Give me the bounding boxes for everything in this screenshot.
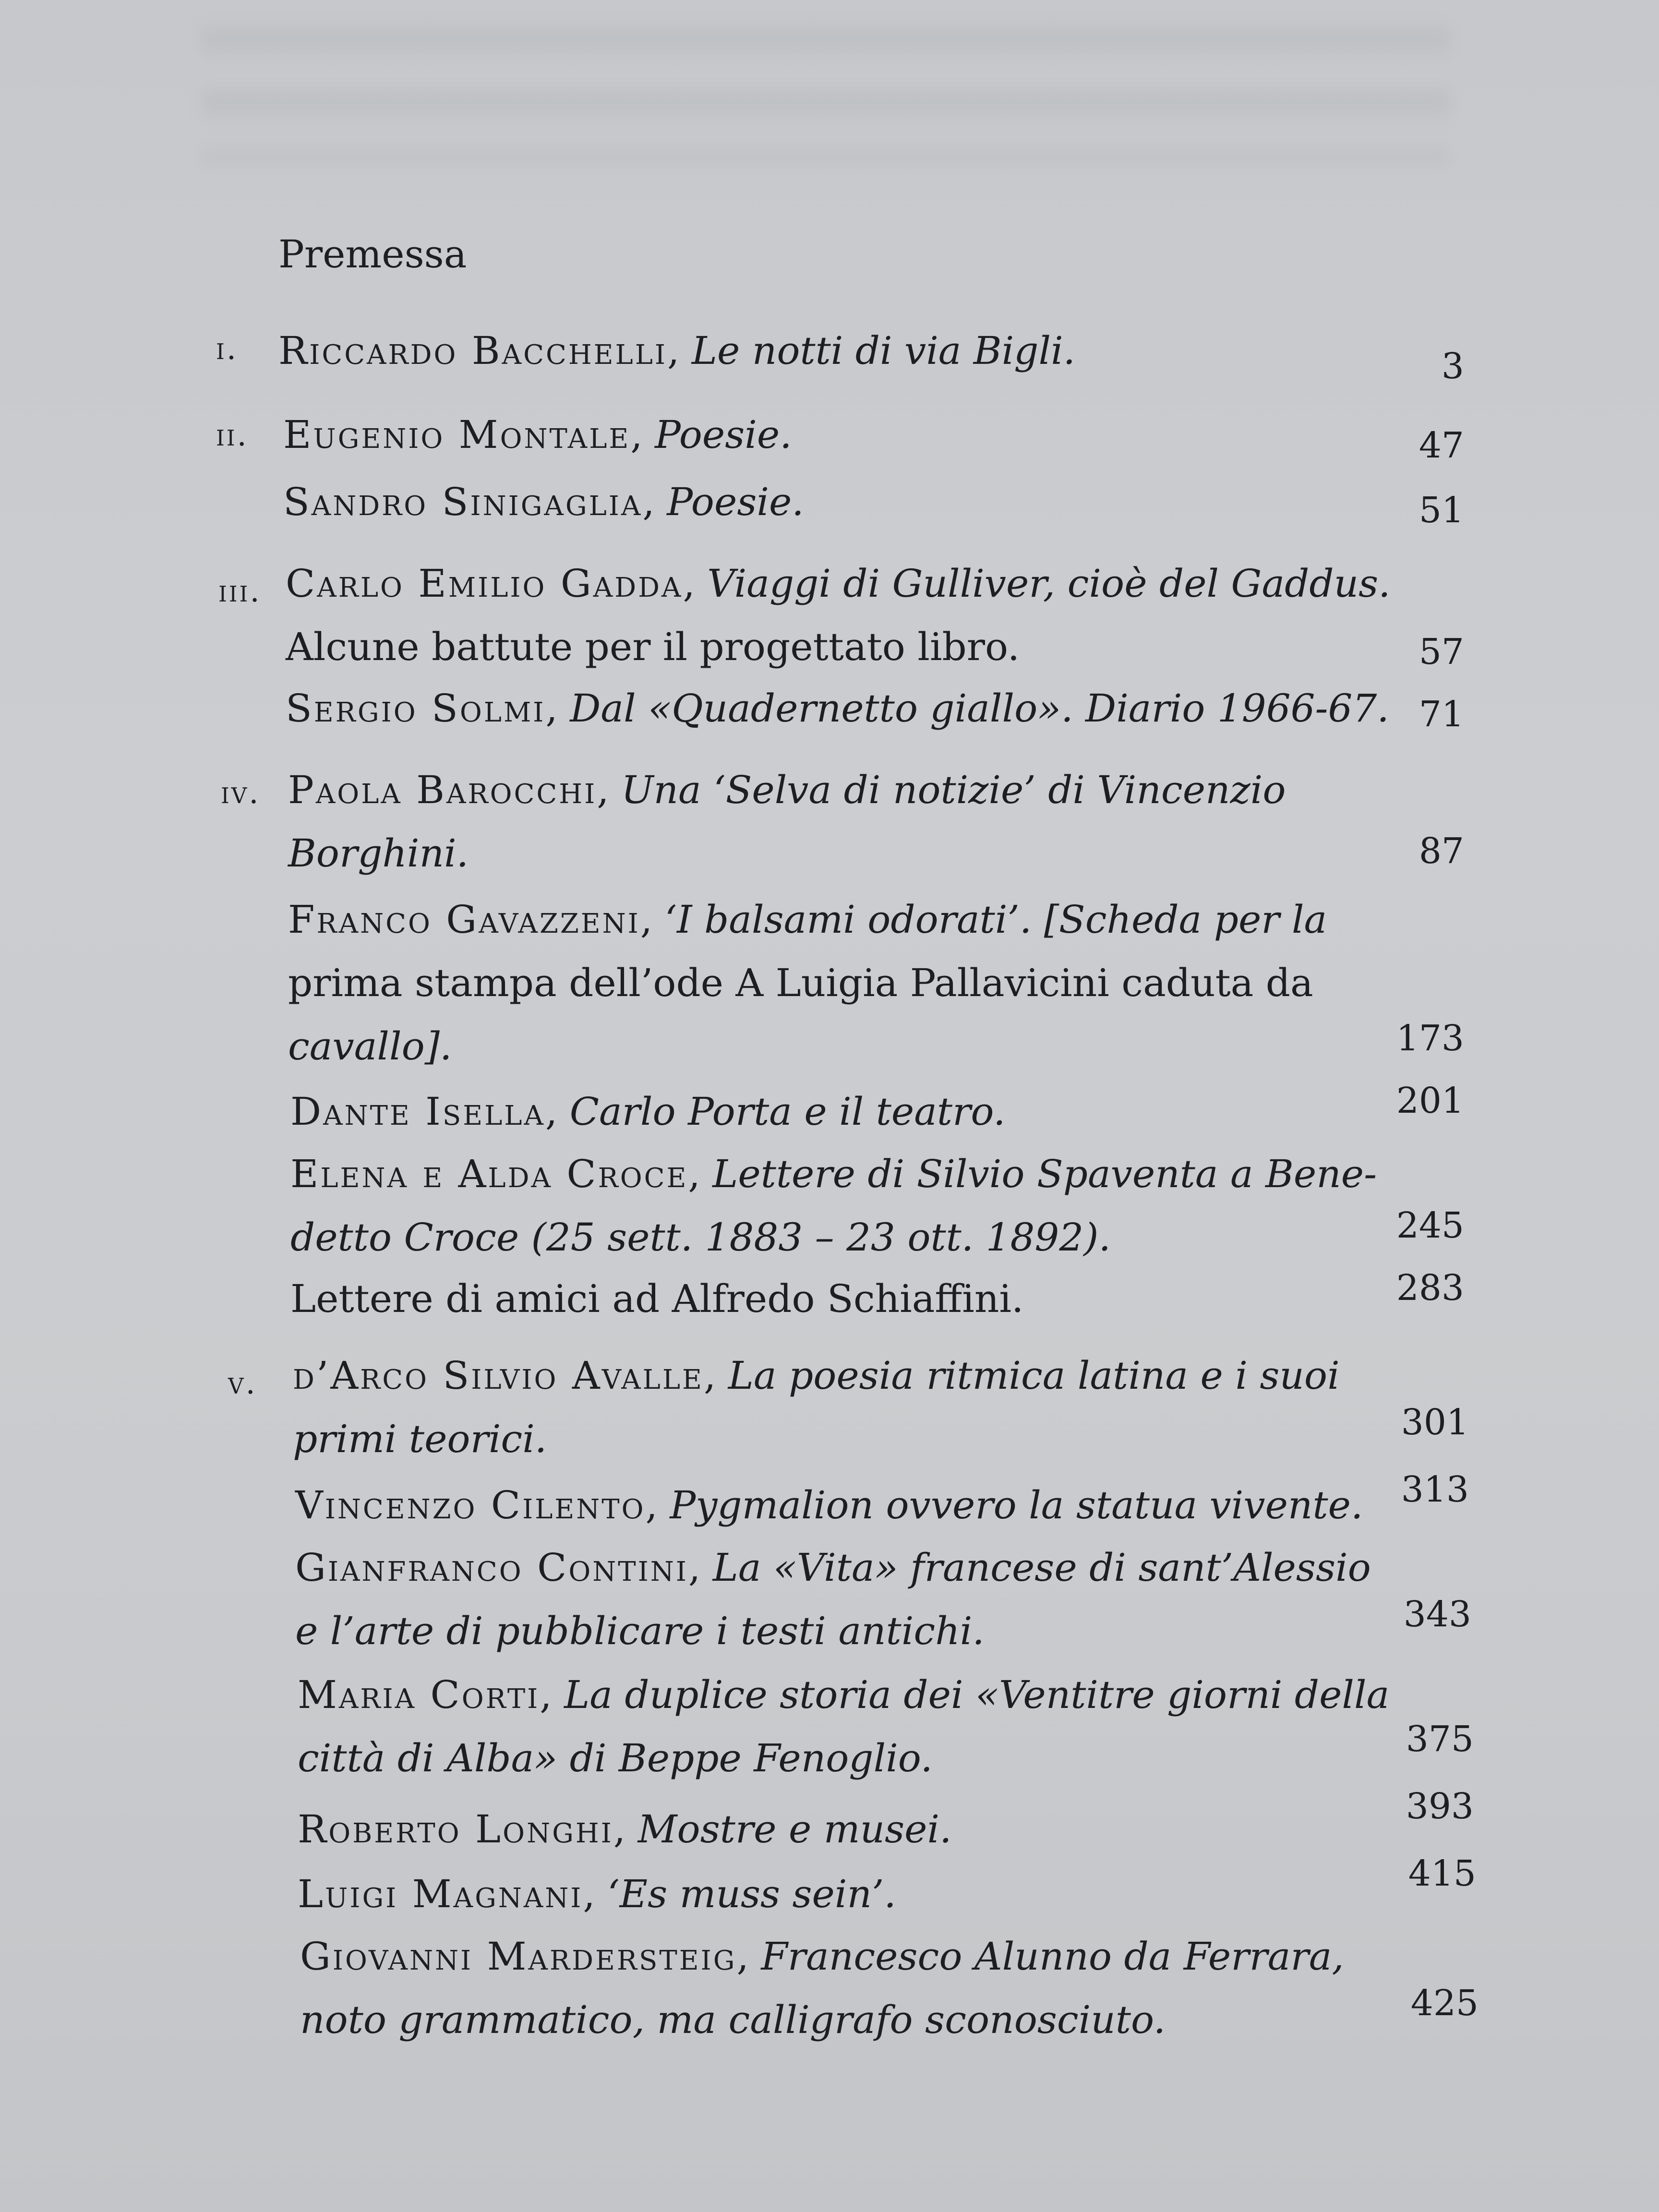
entry-author: Giovanni Mardersteig: [300, 1934, 737, 1979]
entry-title: ‘Es muss sein’.: [607, 1872, 896, 1916]
toc-entry-gavazzeni: Franco Gavazzeni, ‘I balsami odorati’. [Scheda per la prima stampa dell’ode A Luigia Pallavicini caduta da cavallo].: [288, 888, 1407, 1078]
entry-page-number: 57: [1419, 631, 1464, 673]
entry-author: Eugenio Montale: [283, 412, 631, 457]
entry-continuation: e l’arte di pubblicare i testi antichi.: [295, 1609, 985, 1653]
entry-continuation: detto Croce (25 sett. 1883 – 23 ott. 1892).: [290, 1215, 1111, 1260]
entry-title: ‘I balsami odorati’. [Scheda per la: [664, 897, 1327, 942]
entry-continuation: primi teorici.: [293, 1417, 547, 1461]
toc-entry-barocchi: Paola Barocchi, Una ‘Selva di notizie’ di Vincenzio Borghini.: [288, 758, 1407, 885]
toc-entry-corti: Maria Corti, La duplice storia dei «Ventitre giorni della città di Alba» di Beppe Fenoglio.: [298, 1663, 1416, 1790]
toc-entry-montale: Eugenio Montale, Poesie.: [283, 412, 792, 457]
entry-title: Carlo Porta e il teatro.: [569, 1089, 1006, 1134]
entry-page-number: 301: [1401, 1402, 1469, 1443]
toc-entry-sinigaglia: Sandro Sinigaglia, Poesie.: [283, 480, 804, 524]
entry-title: Mostre e musei.: [637, 1807, 952, 1851]
entry-author: Roberto Longhi: [298, 1807, 613, 1851]
entry-page-number: 375: [1406, 1719, 1474, 1760]
entry-author: Vincenzo Cilento: [295, 1483, 646, 1527]
entry-author: Elena e Alda Croce: [290, 1152, 688, 1196]
toc-entry-isella: Dante Isella, Carlo Porta e il teatro.: [290, 1089, 1006, 1134]
toc-entry-bacchelli: Riccardo Bacchelli, Le notti di via Bigli.: [278, 328, 1076, 373]
entry-title: Dal «Quadernetto giallo». Diario 1966-67.: [570, 686, 1389, 731]
toc-entry-cilento: Vincenzo Cilento, Pygmalion ovvero la statua vivente.: [295, 1483, 1363, 1527]
entry-page-number: 173: [1396, 1018, 1464, 1059]
entry-title: La poesia ritmica latina e i suoi: [728, 1353, 1340, 1398]
entry-author: Sergio Solmi: [286, 686, 546, 731]
toc-entry-magnani: Luigi Magnani, ‘Es muss sein’.: [298, 1872, 896, 1916]
toc-entry-contini: Gianfranco Contini, La «Vita» francese di sant’Alessio e l’arte di pubblicare i testi antichi.: [295, 1536, 1414, 1663]
section-numeral: i.: [216, 331, 239, 367]
toc-entry-gadda: Carlo Emilio Gadda, Viaggi di Gulliver, cioè del Gaddus. Alcune battute per il progettato libro.: [286, 552, 1404, 679]
toc-entry-croce: Elena e Alda Croce, Lettere di Silvio Spaventa a Bene- detto Croce (25 sett. 1883 – 23 ott. 1892).: [290, 1142, 1409, 1269]
section-numeral: iv.: [221, 775, 261, 811]
entry-page-number: 313: [1401, 1469, 1469, 1510]
entry-page-number: 71: [1419, 694, 1464, 735]
entry-continuation: cavallo].: [288, 1024, 452, 1069]
toc-entry-solmi: Sergio Solmi, Dal «Quadernetto giallo». Diario 1966-67.: [286, 686, 1389, 731]
entry-page-number: 425: [1410, 1983, 1479, 2024]
entry-continuation: Alcune battute per il progettato libro.: [286, 625, 1020, 669]
entry-author: Luigi Magnani: [298, 1872, 583, 1916]
entry-page-number: 245: [1396, 1205, 1464, 1246]
entry-title: Viaggi di Gulliver, cioè del Gaddus.: [707, 561, 1391, 606]
show-through-text: [202, 19, 1450, 163]
entry-title: Una ‘Selva di notizie’ di Vincenzio: [621, 768, 1286, 812]
entry-title: Lettere di amici ad Alfredo Schiaffini.: [290, 1276, 1024, 1321]
entry-page-number: 87: [1419, 830, 1464, 872]
entry-page-number: 201: [1396, 1080, 1464, 1121]
entry-author: Gianfranco Contini: [295, 1545, 688, 1590]
entry-author: Maria Corti: [298, 1672, 540, 1717]
entry-title: La «Vita» francese di sant’Alessio: [712, 1545, 1371, 1590]
entry-author: Riccardo Bacchelli: [278, 328, 668, 373]
entry-author: Franco Gavazzeni: [288, 897, 640, 942]
toc-entry-schiaffini: [290, 1267, 1409, 1331]
section-numeral: v.: [228, 1366, 257, 1401]
entry-continuation: Borghini.: [288, 831, 469, 876]
toc-premessa: Premessa: [278, 232, 467, 276]
entry-title: Pygmalion ovvero la statua vivente.: [670, 1483, 1363, 1527]
entry-title: Lettere di Silvio Spaventa a Bene-: [712, 1152, 1377, 1196]
entry-author: Sandro Sinigaglia: [283, 480, 643, 524]
toc-entry-mardersteig: Giovanni Mardersteig, Francesco Alunno da Ferrara, noto grammatico, ma calligrafo sconosciuto.: [300, 1925, 1419, 2052]
entry-page-number: 283: [1396, 1267, 1464, 1309]
section-numeral: ii.: [216, 418, 249, 453]
toc-entry-avalle: d’Arco Silvio Avalle, La poesia ritmica latina e i suoi primi teorici.: [293, 1344, 1411, 1471]
entry-continuation: prima stampa dell’ode A Luigia Pallavicini caduta da: [288, 961, 1313, 1005]
entry-author: Dante Isella: [290, 1089, 545, 1134]
section-numeral: iii.: [218, 574, 262, 609]
entry-page-number: 3: [1441, 346, 1464, 387]
entry-title: Francesco Alunno da Ferrara,: [761, 1934, 1344, 1979]
entry-continuation: noto grammatico, ma calligrafo sconosciuto.: [300, 1997, 1166, 2042]
entry-page-number: 415: [1408, 1853, 1476, 1894]
entry-page-number: 343: [1403, 1594, 1471, 1635]
entry-page-number: 51: [1419, 490, 1464, 531]
entry-title: La duplice storia dei «Ventitre giorni della: [564, 1672, 1390, 1717]
entry-title: Le notti di via Bigli.: [691, 328, 1076, 373]
entry-continuation: città di Alba» di Beppe Fenoglio.: [298, 1736, 933, 1780]
entry-author: Paola Barocchi: [288, 768, 597, 812]
entry-page-number: 47: [1419, 425, 1464, 466]
toc-entry-longhi: Roberto Longhi, Mostre e musei.: [298, 1807, 952, 1851]
entry-author: Carlo Emilio Gadda: [286, 561, 683, 606]
entry-page-number: 393: [1406, 1786, 1474, 1827]
entry-author: d’Arco Silvio Avalle: [293, 1353, 704, 1398]
entry-title: Poesie.: [655, 412, 792, 457]
entry-title: Poesie.: [667, 480, 804, 524]
